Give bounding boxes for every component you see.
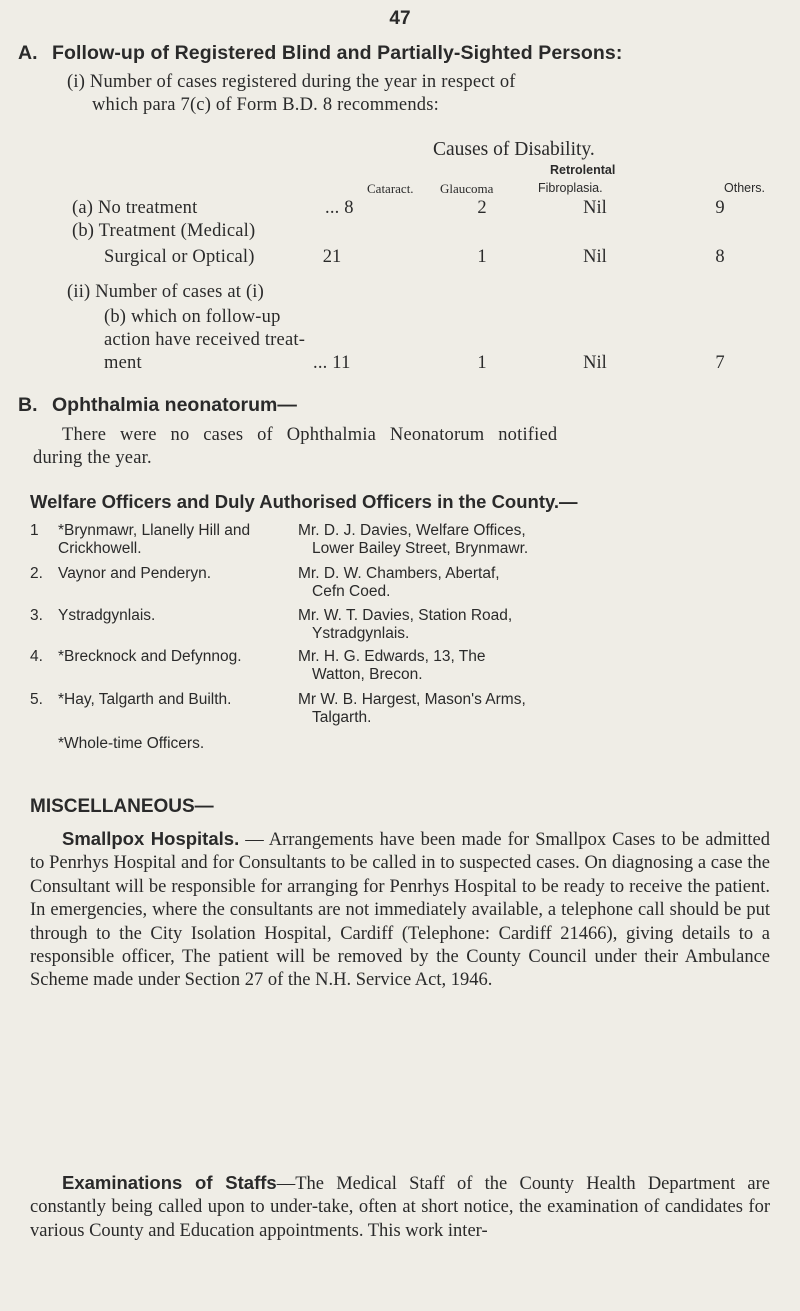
row-a-others: 9 — [715, 198, 725, 218]
exam-text: —The Medical Staff of the County Health Department are constantly being called upon to under-take, often at short notice, the examination of candidates for various County and Education appointments. This work inter- — [30, 1174, 770, 1241]
welfare-area — [30, 565, 295, 583]
welfare-entry-number: 4. — [30, 648, 43, 665]
misc-heading: MISCELLANEOUS— — [30, 796, 214, 817]
welfare-officer — [298, 565, 770, 601]
col-others: Others. — [724, 181, 765, 195]
row-a-glaucoma: 2 — [477, 198, 487, 218]
welfare-area-line1: *Brynmawr, Llanelly Hill and — [58, 522, 251, 539]
welfare-officer-line1: Mr. D. W. Chambers, Abertaf, — [298, 565, 500, 582]
welfare-entry-number: 5. — [30, 691, 43, 708]
row-b-others: 8 — [715, 247, 725, 267]
row-a-retrolental: Nil — [583, 198, 607, 218]
welfare-area-line2: Crickhowell. — [58, 540, 142, 557]
row-b-label2: Surgical or Optical) — [104, 247, 255, 267]
item-i-line1: (i) Number of cases registered during the year in respect of — [67, 72, 516, 92]
welfare-area — [30, 691, 295, 709]
welfare-officer-line2: Lower Bailey Street, Brynmawr. — [312, 540, 529, 557]
exam-title: Examinations of Staffs — [62, 1172, 277, 1193]
row-ii-glaucoma: 1 — [477, 353, 487, 373]
welfare-area-line1: *Hay, Talgarth and Builth. — [58, 691, 232, 708]
smallpox-title: Smallpox Hospitals. — [62, 828, 240, 849]
welfare-entry-number: 1 — [30, 522, 39, 539]
welfare-officer — [298, 648, 770, 684]
row-a-cataract: ... 8 — [325, 198, 354, 218]
welfare-officer-line2: Cefn Coed. — [312, 583, 391, 600]
section-a-label: A. — [18, 42, 38, 64]
item-ii-line4: ment — [104, 353, 142, 373]
page-number: 47 — [389, 8, 411, 29]
section-b-text-line1: There were no cases of Ophthalmia Neonatorum notified — [62, 425, 558, 445]
welfare-officer-line2: Ystradgynlais. — [312, 625, 410, 642]
welfare-area — [30, 607, 295, 625]
exam-paragraph — [30, 1171, 770, 1243]
col-retrolental-top: Retrolental — [550, 163, 616, 177]
smallpox-text: — Arrangements have been made for Smallpox Cases to be admitted to Penrhys Hospital and for Consultants to be called in to suspected cases. On diagnosing a case the Consultant will be responsible for arranging for Penrhys Hospital to be ready to receive the patient. In emergencies, where the consultants are not immediately available, a telephone call should be put through to the City Isolation Hospital, Cardiff (Telephone: Cardiff 21466), giving details to a responsible officer, The patient will be removed by the County Council under their Ambulance Scheme made under Section 27 of the N.H. Service Act, 1946. — [30, 830, 771, 991]
welfare-officer-line1: Mr. W. T. Davies, Station Road, — [298, 607, 513, 624]
row-b-cataract: 21 — [322, 247, 342, 267]
welfare-area — [30, 522, 295, 558]
item-ii-line2: (b) which on follow-up — [104, 307, 281, 327]
section-a-heading: Follow-up of Registered Blind and Partially-Sighted Persons: — [52, 42, 623, 64]
section-b-heading: Ophthalmia neonatorum— — [52, 394, 297, 416]
row-b-label1: (b) Treatment (Medical) — [72, 221, 256, 241]
item-i-line2: which para 7(c) of Form B.D. 8 recommends: — [92, 95, 439, 115]
welfare-heading: Welfare Officers and Duly Authorised Officers in the County.— — [30, 491, 578, 512]
welfare-officer — [298, 691, 770, 727]
row-b-glaucoma: 1 — [477, 247, 487, 267]
section-b-text-line2: during the year. — [33, 448, 152, 468]
col-cataract: Cataract. — [367, 181, 414, 196]
causes-title: Causes of Disability. — [433, 139, 595, 160]
welfare-footnote: *Whole-time Officers. — [58, 735, 205, 752]
welfare-officer-line1: Mr. H. G. Edwards, 13, The — [298, 648, 486, 665]
welfare-officer-line2: Watton, Brecon. — [312, 666, 423, 683]
welfare-area-line1: Vaynor and Penderyn. — [58, 565, 212, 582]
col-retrolental-bottom: Fibroplasia. — [538, 181, 603, 195]
smallpox-paragraph — [30, 827, 770, 993]
welfare-area — [30, 648, 295, 666]
row-a-label: (a) No treatment — [72, 198, 198, 218]
section-b-label: B. — [18, 394, 38, 416]
welfare-area-line1: Ystradgynlais. — [58, 607, 156, 624]
row-ii-retrolental: Nil — [583, 353, 607, 373]
col-glaucoma: Glaucoma — [440, 181, 494, 196]
welfare-officer — [298, 522, 770, 558]
row-ii-cataract: ... 11 — [313, 353, 351, 373]
welfare-entry-number: 2. — [30, 565, 43, 582]
welfare-officer-line1: Mr. D. J. Davies, Welfare Offices, — [298, 522, 526, 539]
item-ii-line3: action have received treat- — [104, 330, 306, 350]
row-b-retrolental: Nil — [583, 247, 607, 267]
welfare-officer — [298, 607, 770, 643]
welfare-entry-number: 3. — [30, 607, 43, 624]
welfare-area-line1: *Brecknock and Defynnog. — [58, 648, 242, 665]
item-ii-line1: (ii) Number of cases at (i) — [67, 282, 265, 302]
welfare-officer-line1: Mr W. B. Hargest, Mason's Arms, — [298, 691, 526, 708]
row-ii-others: 7 — [715, 353, 725, 373]
welfare-officer-line2: Talgarth. — [312, 709, 372, 726]
